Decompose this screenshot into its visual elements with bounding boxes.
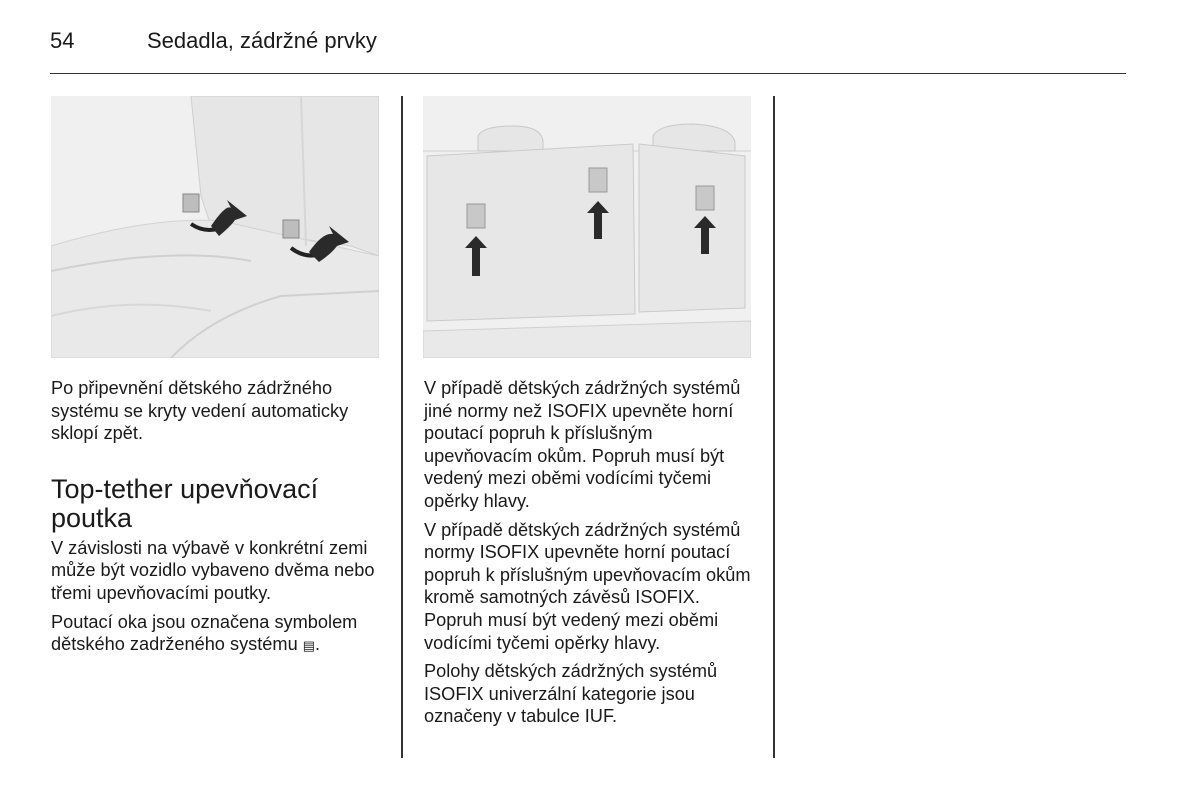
page-header [50, 28, 1126, 74]
paragraph: V případě dětských zádržných systémů normy ISOFIX upevněte horní poutací popruh k příslušným upevňovacím okům kromě samotných závěsů ISOFIX. Popruh musí být vedený mezi oběmi vodícími tyčemi opěrky hlavy. [424, 519, 751, 653]
paragraph: V případě dětských zádržných systémů jiné normy než ISOFIX upevněte horní poutací popruh k příslušným upevňovacím okům. Popruh musí být vedený mezi oběmi vodícími tyčemi opěrky hlavy. [424, 378, 741, 511]
figure-caption: Po připevnění dětského zádržného systému se kryty vedení automaticky sklopí zpět. [51, 378, 349, 444]
figure-top-tether-anchors [423, 96, 751, 358]
section-heading: Top-tether upevňovací poutka [51, 473, 319, 533]
left-column [51, 377, 386, 664]
header-rule [50, 73, 1126, 74]
paragraph: Poutací oka jsou označena symbolem dětského zadrženého systému ▤. [51, 611, 358, 655]
middle-column [424, 377, 759, 734]
paragraph: Polohy dětských zádržných systémů ISOFIX univerzální kategorie jsou označeny v tabulce IUF. [424, 661, 718, 727]
column-divider-1 [401, 96, 403, 758]
child-seat-icon: ▤ [302, 638, 316, 654]
page-number: 54 [50, 28, 75, 53]
paragraph: V závislosti na výbavě v konkrétní zemi může být vozidlo vybaveno dvěma nebo třemi upevňovacími poutky. [51, 537, 375, 603]
figure-isofix-covers [51, 96, 379, 358]
chapter-title: Sedadla, zádržné prvky [147, 28, 377, 53]
column-divider-2 [773, 96, 775, 758]
